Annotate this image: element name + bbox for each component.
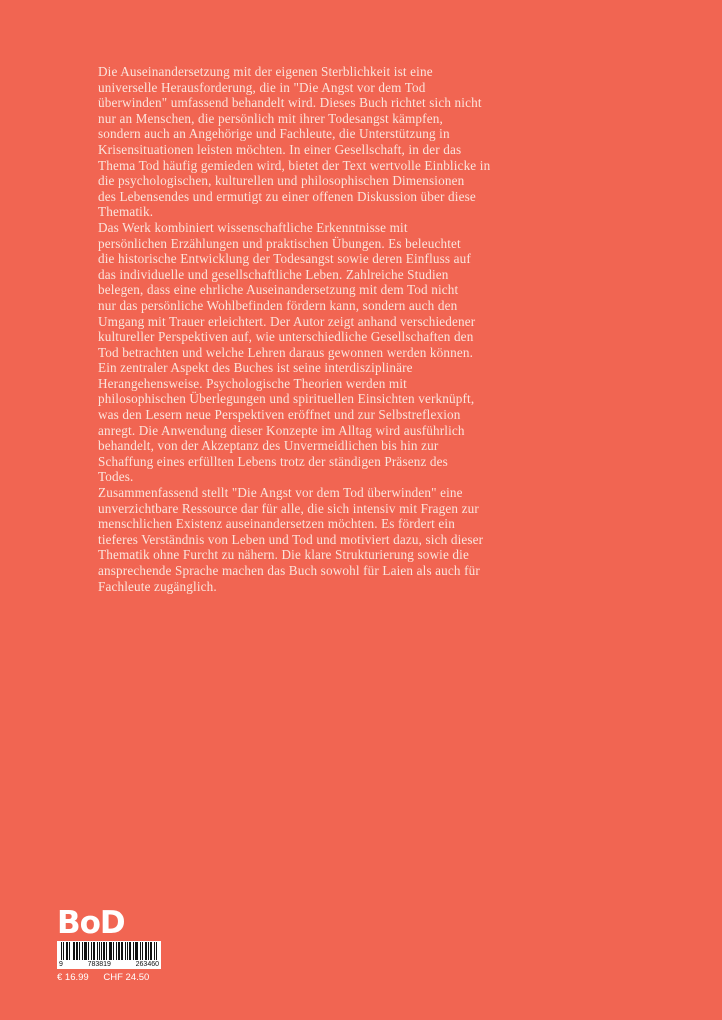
blurb-paragraph [98,360,528,485]
barcode-bar [113,942,114,960]
barcode-bar [133,942,134,960]
blurb-line: Tod betrachten und welche Lehren daraus gewonnen werden können. [98,344,474,360]
barcode-bar [110,942,111,960]
barcode-bar [142,942,143,960]
blurb-line: überwinden" umfassend behandelt wird. Dieses Buch richtet sich nicht [98,95,482,111]
blurb-line: sondern auch an Angehörige und Fachleute, die Unterstützung in [98,126,450,142]
blurb-line: belegen, dass eine ehrliche Auseinandersetzung mit dem Tod nicht [98,282,459,298]
blurb-line: Todes. [98,469,134,485]
blurb-line: Herangehensweise. Psychologische Theorien werden mit [98,375,407,391]
barcode-bar [146,942,147,960]
barcode-bar [91,942,92,960]
blurb-line: tieferes Verständnis von Leben und Tod und motiviert dazu, sich dieser [98,531,484,547]
blurb-line: behandelt, von der Akzeptanz des Unvermeidlichen bis hin zur [98,438,439,454]
blurb-line: Fachleute zugänglich. [98,578,217,594]
blurb-paragraph [98,64,528,220]
isbn-barcode [57,941,161,969]
blurb-line: des Lebensendes und ermutigt zu einer offenen Diskussion über diese [98,188,476,204]
barcode-bar [79,942,80,960]
barcode-bar [67,942,68,960]
blurb-line: Thematik. [98,204,154,220]
barcode-bar [61,942,62,960]
blurb-line: anregt. Die Anwendung dieser Konzepte im Alltag wird ausführlich [98,422,465,438]
barcode-digits [57,960,161,969]
price-line [57,972,149,984]
blurb-line: Zusammenfassend stellt "Die Angst vor dem Tod überwinden" eine [98,485,463,501]
barcode-bar [73,942,74,960]
blurb-line: ansprechende Sprache machen das Buch sowohl für Laien als auch für [98,563,480,578]
barcode-bar [97,942,98,960]
barcode-bar [104,942,105,960]
blurb-line: nur an Menschen, die persönlich mit ihrer Todesangst kämpfen, [98,110,443,126]
blurb-line: das individuelle und gesellschaftliche Leben. Zahlreiche Studien [98,266,449,282]
barcode-bar [136,942,137,960]
blurb-line: Das Werk kombiniert wissenschaftliche Erkenntnisse mit [98,219,408,235]
blurb-line: Thematik ohne Furcht zu nähern. Die klare Strukturierung sowie die [98,547,469,563]
barcode-bars [57,941,161,961]
barcode-bar [111,942,112,960]
barcode-bar [127,942,128,960]
barcode-bar [130,942,131,960]
barcode-bar [106,942,107,960]
barcode-bar [84,942,85,960]
blurb-line: nur das persönliche Wohlbefinden fördern kann, sondern auch den [98,297,458,313]
barcode-digit-group: 263460 [135,961,159,968]
barcode-bar [156,942,157,960]
barcode-bar [145,942,146,960]
blurb-line: Ein zentraler Aspekt des Buches ist seine interdisziplinäre [98,360,413,376]
barcode-bar [63,942,64,960]
barcode-bar [121,942,122,960]
blurb-line: die psychologischen, kulturellen und philosophischen Dimensionen [98,173,465,189]
barcode-bar [66,942,67,960]
blurb-paragraph [98,485,528,594]
blurb-line: Umgang mit Trauer erleichtert. Der Autor zeigt anhand verschiedener [98,313,476,329]
barcode-bar [86,942,87,960]
blurb-line: Krisensituationen leisten möchten. In einer Gesellschaft, in der das [98,141,462,157]
barcode-bar [119,942,120,960]
price-eur: € 16.99 [57,972,89,983]
barcode-bar [109,942,110,960]
barcode-bar [129,942,130,960]
blurb-line: universelle Herausforderung, die in "Die Angst vor dem Tod [98,79,426,95]
blurb-line: kultureller Perspektiven auf, wie unterschiedliche Gesellschaften den [98,329,474,345]
barcode-bar [154,942,155,960]
barcode-bar [69,942,70,960]
barcode-bar [82,942,83,960]
barcode-bar [76,942,77,960]
blurb-line: unverzichtbare Ressource dar für alle, die sich intensiv mit Fragen zur [98,500,479,516]
blurb-line: philosophischen Überlegungen und spirituellen Einsichten verknüpft, [98,391,475,407]
barcode-bar [93,942,94,960]
blurb-line: Thema Tod häufig gemieden wird, bietet der Text wertvolle Einblicke in [98,157,491,173]
blurb-line: Die Auseinandersetzung mit der eigenen Sterblichkeit ist eine [98,64,433,79]
price-chf: CHF 24.50 [103,972,150,983]
barcode-bar [77,942,78,960]
blurb-line: was den Lesern neue Perspektiven eröffnet und zur Selbstreflexion [98,407,461,423]
barcode-bar [151,942,152,960]
barcode-bar [125,942,126,960]
barcode-bar [150,942,151,960]
blurb-line: persönlichen Erzählungen und praktischen Übungen. Es beleuchtet [98,235,461,251]
barcode-digit-group: 783819 [87,961,111,968]
publisher-logo: BoD [57,905,125,941]
blurb-line: Schaffung eines erfüllten Lebens trotz der ständigen Präsenz des [98,453,448,469]
barcode-bar [140,942,141,960]
barcode-bar [101,942,102,960]
blurb-paragraph [98,220,528,360]
barcode-bar [148,942,149,960]
barcode-bar [85,942,86,960]
blurb-line: menschlichen Existenz auseinandersetzen möchten. Es fördert ein [98,516,455,532]
barcode-bar [99,942,100,960]
back-cover-blurb [98,64,528,594]
barcode-bar [116,942,117,960]
barcode-digit-group: 9 [59,961,63,968]
barcode-bar [94,942,95,960]
barcode-bar [122,942,123,960]
barcode-bar [103,942,104,960]
barcode-bar [74,942,75,960]
barcode-bar [118,942,119,960]
barcode-bar [135,942,136,960]
barcode-bar [88,942,89,960]
barcode-bar [137,942,138,960]
blurb-line: die historische Entwicklung der Todesangst sowie deren Einfluss auf [98,251,471,267]
